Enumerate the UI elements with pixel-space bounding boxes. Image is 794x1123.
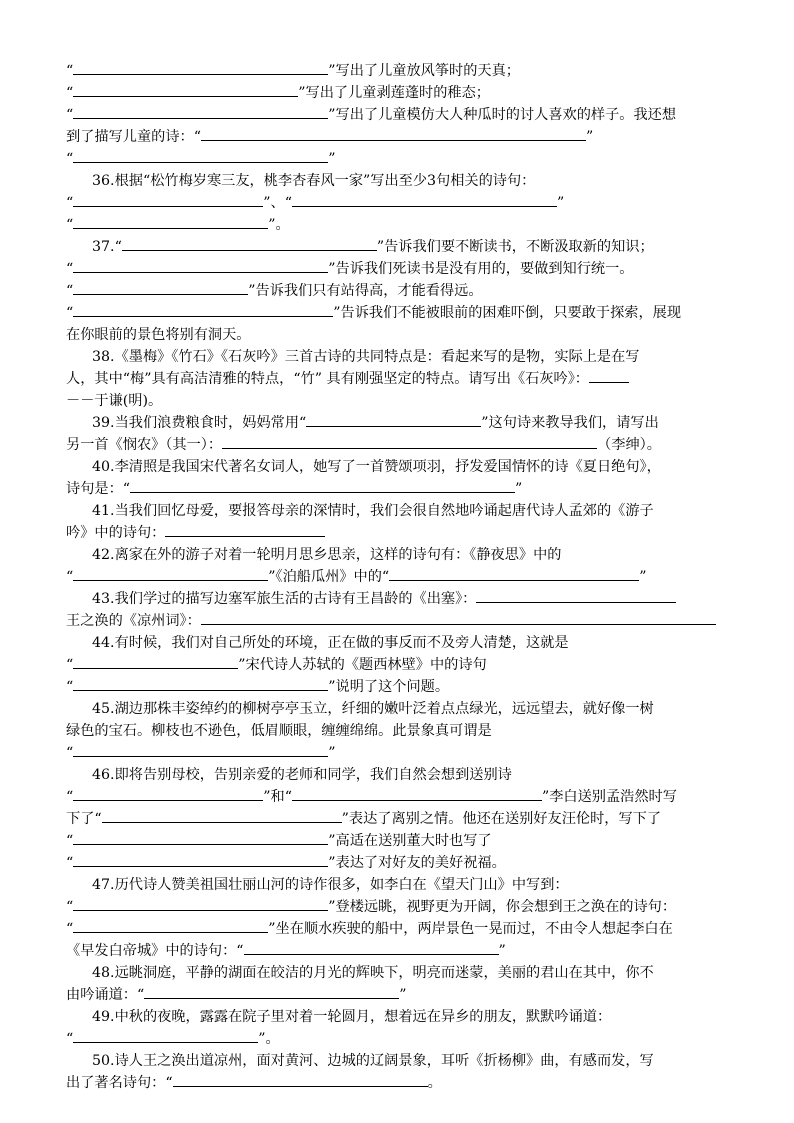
answer-blank[interactable] (306, 412, 481, 427)
text-line (92, 412, 728, 434)
text-line (92, 544, 728, 566)
answer-blank[interactable] (73, 258, 328, 273)
answer-blank[interactable] (73, 852, 328, 867)
line-text: “ (66, 217, 74, 233)
text-line (92, 1050, 728, 1072)
text-line (66, 280, 728, 302)
line-text: 38.《墨梅》《竹石》《石灰吟》三首古诗的共同特点是：看起来写的是物，实际上是在写 (92, 349, 640, 365)
text-line (66, 60, 728, 82)
text-line (92, 588, 728, 610)
line-text: ” (498, 943, 506, 959)
text-line (66, 984, 728, 1006)
text-line (66, 434, 728, 456)
text-line (66, 522, 728, 544)
answer-blank[interactable] (292, 192, 557, 207)
text-line (66, 610, 728, 632)
line-text: 绿色的宝石。柳枝也不逊色，低眉顺眼，缠缠绵绵。此景象真可谓是 (66, 723, 492, 739)
text-line (66, 1072, 728, 1094)
text-line (66, 852, 728, 874)
text-line (92, 236, 728, 258)
answer-blank[interactable] (73, 786, 263, 801)
line-text: 出了著名诗句：“ (66, 1075, 173, 1091)
text-line (92, 764, 728, 786)
answer-blank[interactable] (292, 786, 542, 801)
line-text: “ (66, 745, 74, 761)
answer-blank[interactable] (73, 566, 268, 581)
text-line (66, 720, 728, 742)
answer-blank[interactable] (73, 82, 298, 97)
text-line (66, 940, 728, 962)
text-line (92, 500, 728, 522)
line-text: ”告诉我们死读书是没有用的，要做到知行统一。 (328, 261, 634, 277)
line-text: ” (515, 481, 523, 497)
answer-blank[interactable] (73, 654, 238, 669)
answer-blank[interactable] (122, 236, 377, 251)
answer-blank[interactable] (102, 808, 342, 823)
line-text: 37.“ (92, 239, 122, 255)
line-text: “ (66, 569, 74, 585)
line-text: ”、“ (263, 195, 292, 211)
line-text: 人，其中“梅”具有高洁清雅的特点，“竹” 具有刚强坚定的特点。请写出《石灰吟》： (66, 371, 589, 387)
line-text: 由吟诵道：“ (66, 987, 145, 1003)
text-line (92, 456, 728, 478)
line-text: 39.当我们浪费粮食时，妈妈常用“ (92, 415, 307, 431)
text-line (66, 192, 728, 214)
answer-blank[interactable] (244, 940, 499, 955)
text-line (92, 632, 728, 654)
text-line (92, 346, 728, 368)
line-text: “ (66, 261, 74, 277)
text-line (66, 786, 728, 808)
answer-blank[interactable] (173, 1072, 428, 1087)
answer-blank[interactable] (201, 610, 716, 625)
line-text: “ (66, 921, 74, 937)
line-text: 42.离家在外的游子对着一轮明月思乡思亲，这样的诗句有：《静夜思》中的 (92, 547, 562, 563)
text-line (66, 214, 728, 236)
line-text: 40.李清照是我国宋代著名女词人，她写了一首赞颂项羽，抒发爱国情怀的诗《夏日绝句》， (92, 459, 661, 475)
line-text: ”。 (258, 1031, 280, 1047)
line-text: 50.诗人王之涣出道凉州，面对黄河、边城的辽阔景象，耳听《折杨柳》曲，有感而发，写 (92, 1053, 654, 1069)
line-text: ”告诉我们要不断读书，不断汲取新的知识； (376, 239, 654, 255)
line-text: ”《泊船瓜州》中的“ (268, 569, 390, 585)
line-text: “ (66, 789, 74, 805)
answer-blank[interactable] (130, 478, 515, 493)
text-line (66, 566, 728, 588)
line-text: 另一首《悯农》（其一）： (66, 437, 223, 453)
line-text: －－于谦(明)。 (66, 393, 163, 409)
line-text: 王之涣的《凉州词》： (66, 613, 201, 629)
answer-blank[interactable] (73, 214, 268, 229)
text-line (66, 654, 728, 676)
line-text: ”。 (268, 217, 290, 233)
answer-blank[interactable] (165, 522, 325, 537)
line-text: ” (328, 745, 336, 761)
answer-blank[interactable] (201, 126, 586, 141)
answer-blank[interactable] (73, 1028, 258, 1043)
line-text: “ (66, 195, 74, 211)
answer-blank[interactable] (222, 434, 597, 449)
line-text: “ (66, 657, 74, 673)
line-text: 47.历代诗人赞美祖国壮丽山河的诗作很多，如李白在《望天门山》中写到： (92, 877, 569, 893)
text-line (92, 962, 728, 984)
line-text: ” (328, 151, 336, 167)
text-line (66, 368, 728, 390)
text-line (66, 82, 728, 104)
line-text: ”登楼远眺，视野更为开阔，你会想到王之涣在的诗句： (328, 899, 677, 915)
line-text: “ (66, 1031, 74, 1047)
answer-blank[interactable] (73, 896, 328, 911)
answer-blank[interactable] (73, 148, 328, 163)
answer-blank[interactable] (389, 566, 639, 581)
line-text: 43.我们学过的描写边塞军旅生活的古诗有王昌龄的《出塞》： (92, 591, 477, 607)
line-text: 41.当我们回忆母爱，要报答母亲的深情时，我们会很自然地吟诵起唐代诗人孟郊的《游子 (92, 503, 654, 519)
text-line (66, 918, 728, 940)
line-text: ” (639, 569, 647, 585)
text-line (92, 170, 728, 192)
line-text: ”高适在送别董大时也写了 (328, 833, 492, 849)
text-line (66, 390, 728, 412)
line-text: “ (66, 283, 74, 299)
line-text: 在你眼前的景色将别有洞天。 (66, 327, 251, 343)
line-text: ”李白送别孟浩然时写 (541, 789, 677, 805)
line-text: “ (66, 107, 74, 123)
answer-blank[interactable] (73, 830, 328, 845)
line-text: ”写出了儿童放风筝时的天真； (328, 63, 520, 79)
text-line (66, 148, 728, 170)
answer-blank[interactable] (144, 984, 399, 999)
line-text: 。 (427, 1075, 442, 1091)
text-line (66, 742, 728, 764)
line-text: 到了描写儿童的诗：“ (66, 129, 201, 145)
answer-blank[interactable] (73, 104, 328, 119)
line-text: 诗句是：“ (66, 481, 131, 497)
line-text: “ (66, 833, 74, 849)
line-text: “ (66, 151, 74, 167)
line-text: 46.即将告别母校，告别亲爱的老师和同学，我们自然会想到送别诗 (92, 767, 512, 783)
line-text: ”表达了对好友的美好祝福。 (328, 855, 506, 871)
answer-blank[interactable] (73, 280, 248, 295)
text-line (92, 698, 728, 720)
line-text: ”坐在顺水疾驶的船中，两岸景色一晃而过，不由令人想起李白在 (268, 921, 673, 937)
line-text: ” (556, 195, 565, 211)
answer-blank[interactable] (476, 588, 676, 603)
text-line (66, 830, 728, 852)
line-text: “ (66, 85, 74, 101)
text-line (92, 1006, 728, 1028)
answer-blank[interactable] (73, 192, 263, 207)
line-text: 48.远眺洞庭，平静的湖面在皎洁的月光的辉映下，明亮而迷蒙，美丽的君山在其中，你不 (92, 965, 654, 981)
line-text: “ (66, 899, 74, 915)
line-text: ” (585, 129, 594, 145)
line-text: “ (66, 305, 74, 321)
line-text: ”宋代诗人苏轼的《题西林壁》中的诗句 (238, 657, 487, 673)
text-line (66, 324, 728, 346)
line-text: 下了“ (66, 811, 102, 827)
text-line (66, 104, 728, 126)
line-text: ”这句诗来教导我们，请写出 (481, 415, 659, 431)
line-text: 36.根据“松竹梅岁寒三友，桃李杏春风一家”写出至少3句相关的诗句： (92, 173, 536, 189)
line-text: 《早发白帝城》中的诗句：“ (66, 943, 244, 959)
line-text: ”写出了儿童剥莲蓬时的稚态； (298, 85, 490, 101)
text-line (66, 896, 728, 918)
answer-blank[interactable] (73, 918, 268, 933)
text-line (66, 1028, 728, 1050)
text-line (66, 302, 728, 324)
text-line (92, 874, 728, 896)
text-line (66, 808, 728, 830)
text-line (66, 676, 728, 698)
line-text: ”和“ (263, 789, 292, 805)
answer-blank[interactable] (73, 60, 328, 75)
answer-blank[interactable] (73, 742, 328, 757)
line-text: ”告诉我们不能被眼前的困难吓倒，只要敢于探索，展现 (333, 305, 682, 321)
line-text: ”表达了离别之情。他还在送别好友汪伦时，写下了 (341, 811, 662, 827)
line-text: “ (66, 855, 74, 871)
line-text: 45.湖边那株丰姿绰约的柳树亭亭玉立，纤细的嫩叶泛着点点绿光，远远望去，就好像一树 (92, 701, 654, 717)
answer-blank[interactable] (73, 676, 328, 691)
text-line (66, 126, 728, 148)
line-text: ”告诉我们只有站得高，才能看得远。 (248, 283, 483, 299)
line-text: 44.有时候，我们对自己所处的环境，正在做的事反而不及旁人清楚，这就是 (92, 635, 569, 651)
line-text: ”说明了这个问题。 (328, 679, 450, 695)
answer-blank[interactable] (589, 368, 629, 383)
line-text: 49.中秋的夜晚，露露在院子里对着一轮圆月，想着远在异乡的朋友，默默吟诵道： (92, 1009, 612, 1025)
line-text: （李绅）。 (597, 437, 661, 453)
line-text: 吟》中的诗句： (66, 525, 166, 541)
answer-blank[interactable] (73, 302, 333, 317)
line-text: ” (399, 987, 407, 1003)
text-line (66, 478, 728, 500)
line-text: ”写出了儿童模仿大人种瓜时的讨人喜欢的样子。我还想 (328, 107, 677, 123)
line-text: “ (66, 679, 74, 695)
text-line (66, 258, 728, 280)
line-text: “ (66, 63, 74, 79)
